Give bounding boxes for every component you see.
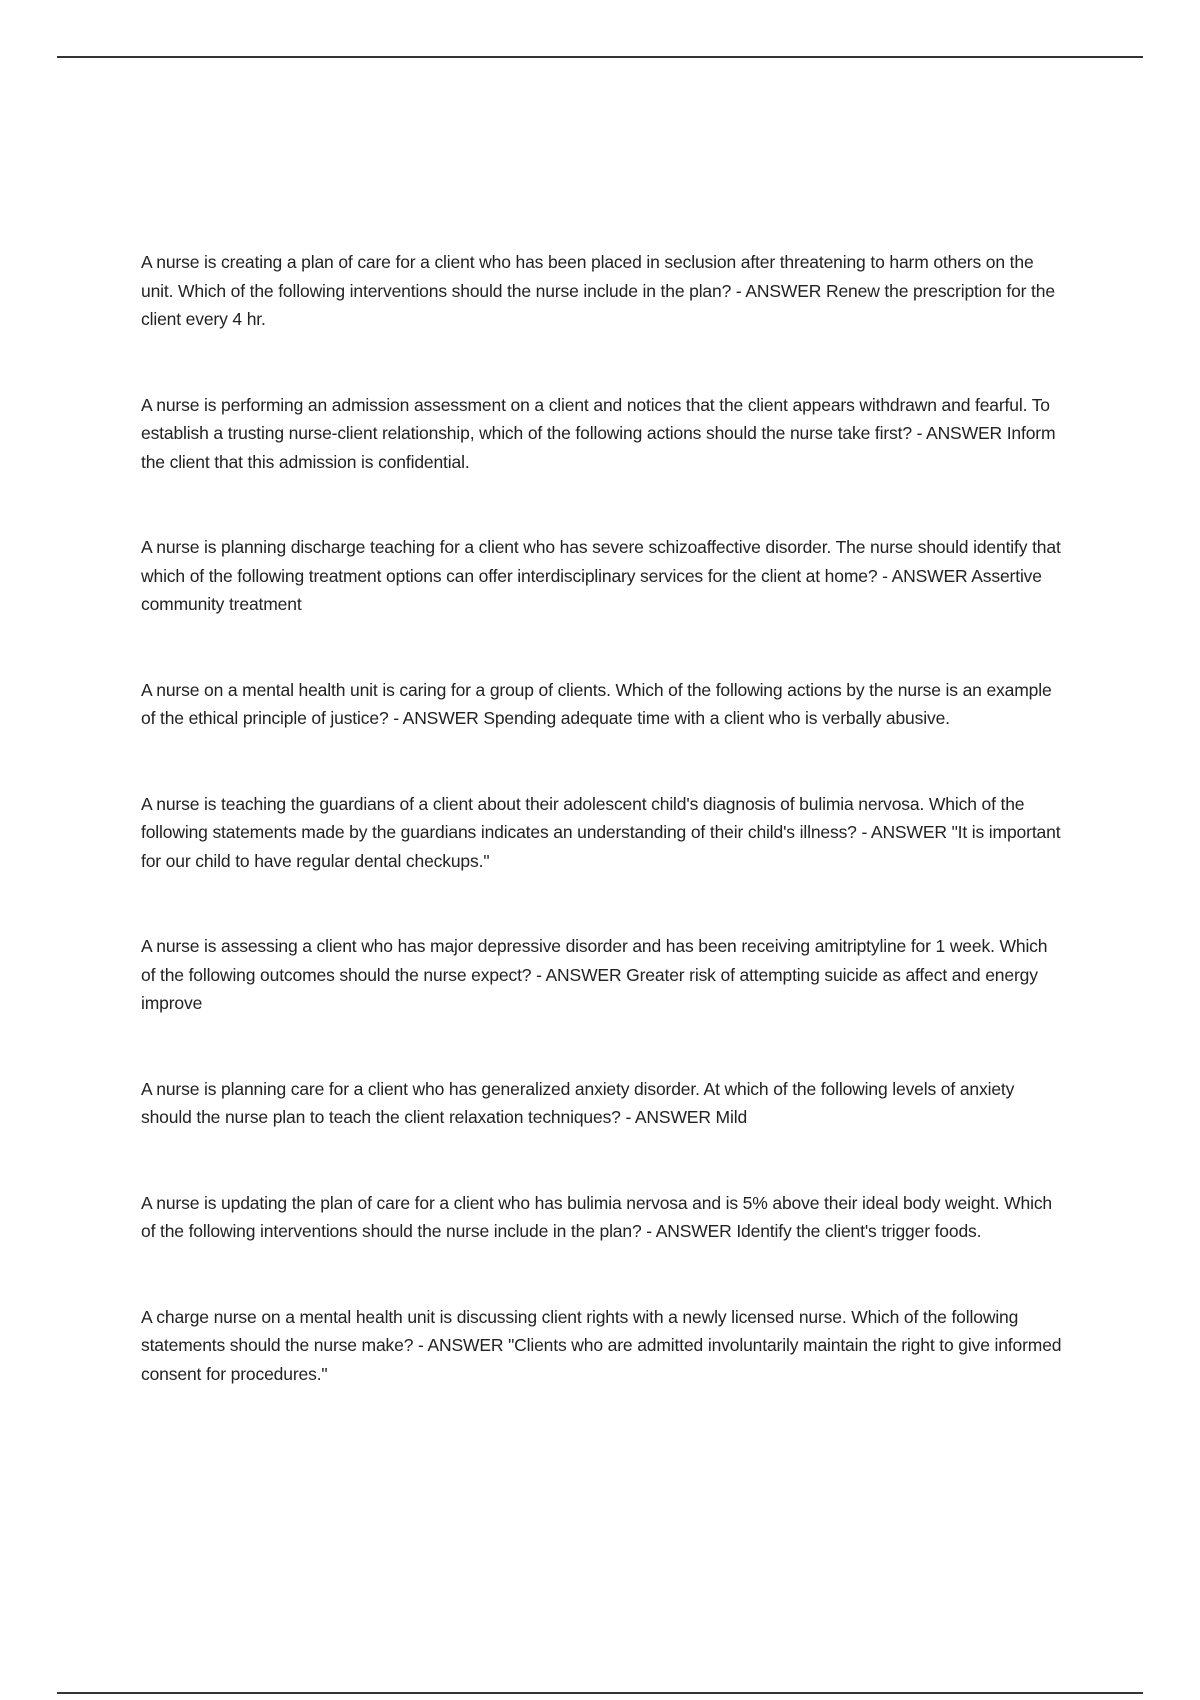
qa-item-7: A nurse is planning care for a client who has generalized anxiety disorder. At which of the following levels of anxiety should the nurse plan to teach the client relaxation techniques? - ANSWER Mild (141, 1078, 1015, 1127)
question-text: A nurse is creating a plan of care for a client who has been placed in seclusion after threatening to harm others on the unit. Which of the following interventions should the nurse include in the plan? (141, 252, 1034, 301)
footer-rule (57, 1692, 1143, 1694)
question-text: A nurse is performing an admission assessment on a client and notices that the client appears withdrawn and fearful. To establish a trusting nurse-client relationship, which of the following actions should the nurse take first? (141, 394, 1050, 443)
answer-label: ANSWER (634, 1107, 711, 1127)
answer-text: Identify the client's trigger foods. (736, 1221, 982, 1241)
qa-item-8: A nurse is updating the plan of care for a client who has bulimia nervosa and is 5% above their ideal body weight. Which of the following interventions should the nurse include in the plan? - ANSWER Identify the client's trigger foods. (141, 1192, 1053, 1241)
answer-label: ANSWER (870, 822, 947, 842)
question-text: A nurse is planning discharge teaching for a client who has severe schizoaffective disorder. The nurse should identify that which of the following treatment options can offer interdisciplinary services for the client at home? (141, 537, 1061, 586)
question-text: A nurse is updating the plan of care for a client who has bulimia nervosa and is 5% above their ideal body weight. Which of the following interventions should the nurse include in the plan? (141, 1192, 1053, 1241)
qa-item-1: A nurse is creating a plan of care for a client who has been placed in seclusion after threatening to harm others on the unit. Which of the following interventions should the nurse include in the plan? - ANSWER Renew the prescription for the client every 4 hr. (141, 252, 1055, 329)
qa-item-5: A nurse is teaching the guardians of a client about their adolescent child's diagnosis of bulimia nervosa. Which of the following statements made by the guardians indicates an understanding of their child's illness? - ANSWER "It is important for our child to have regular dental checkups." (141, 793, 1061, 871)
qa-item-2: A nurse is performing an admission assessment on a client and notices that the client appears withdrawn and fearful. To establish a trusting nurse-client relationship, which of the following actions should the nurse take first? - ANSWER Inform the client that this admission is confidential. (141, 394, 1056, 472)
question-text: A charge nurse on a mental health unit is discussing client rights with a newly licensed nurse. Which of the following statements should the nurse make? (141, 1306, 1019, 1355)
answer-label: ANSWER (655, 1221, 732, 1241)
answer-text: "Clients who are admitted involuntarily maintain the right to give informed consent for procedures." (141, 1335, 1062, 1384)
qa-item-3: A nurse is planning discharge teaching for a client who has severe schizoaffective disorder. The nurse should identify that which of the following treatment options can offer interdisciplinary services for the client at home? - ANSWER Assertive community treatment (141, 537, 1061, 614)
answer-label: ANSWER (402, 708, 479, 728)
answer-text: Greater risk of attempting suicide as affect and energy improve (141, 964, 1038, 1013)
question-text: A nurse is planning care for a client who has generalized anxiety disorder. At which of the following levels of anxiety should the nurse plan to teach the client relaxation techniques? (141, 1078, 1015, 1127)
qa-item-9: A charge nurse on a mental health unit is discussing client rights with a newly licensed nurse. Which of the following statements should the nurse make? - ANSWER "Clients who are admitted involuntarily maintain the right to give informed consent for procedures." (141, 1306, 1062, 1384)
qa-item-6: A nurse is assessing a client who has major depressive disorder and has been receiving amitriptyline for 1 week. Which of the following outcomes should the nurse expect? - ANSWER Greater risk of attempting suicide as affect and energy improve (141, 936, 1048, 1013)
answer-text: Inform the client that this admission is confidential. (141, 423, 1056, 472)
answer-text: Assertive community treatment (141, 565, 1042, 614)
header-rule (57, 56, 1143, 58)
question-text: A nurse on a mental health unit is caring for a group of clients. Which of the following actions by the nurse is an example of the ethical principle of justice? (141, 679, 1052, 728)
answer-text: Mild (715, 1107, 748, 1127)
answer-label: ANSWER (545, 964, 622, 985)
qa-list (141, 248, 1066, 1445)
answer-label: ANSWER (926, 423, 1002, 443)
answer-text: Spending adequate time with a client who is verbally abusive. (483, 708, 950, 728)
question-text: A nurse is teaching the guardians of a client about their adolescent child's diagnosis of bulimia nervosa. Which of the following statements made by the guardians indicates an understanding of their child's illness? (141, 793, 1025, 842)
answer-label: ANSWER (427, 1335, 504, 1355)
answer-text: Renew the prescription for the client every 4 hr. (141, 280, 1055, 329)
answer-label: ANSWER (891, 565, 968, 586)
answer-label: ANSWER (745, 280, 822, 301)
answer-text: "It is important for our child to have regular dental checkups." (141, 822, 1061, 871)
qa-item-4: A nurse on a mental health unit is caring for a group of clients. Which of the following actions by the nurse is an example of the ethical principle of justice? - ANSWER Spending adequate time with a client who is verbally abusive. (141, 679, 1052, 728)
question-text: A nurse is assessing a client who has major depressive disorder and has been receiving amitriptyline for 1 week. Which of the following outcomes should the nurse expect? (141, 936, 1048, 985)
